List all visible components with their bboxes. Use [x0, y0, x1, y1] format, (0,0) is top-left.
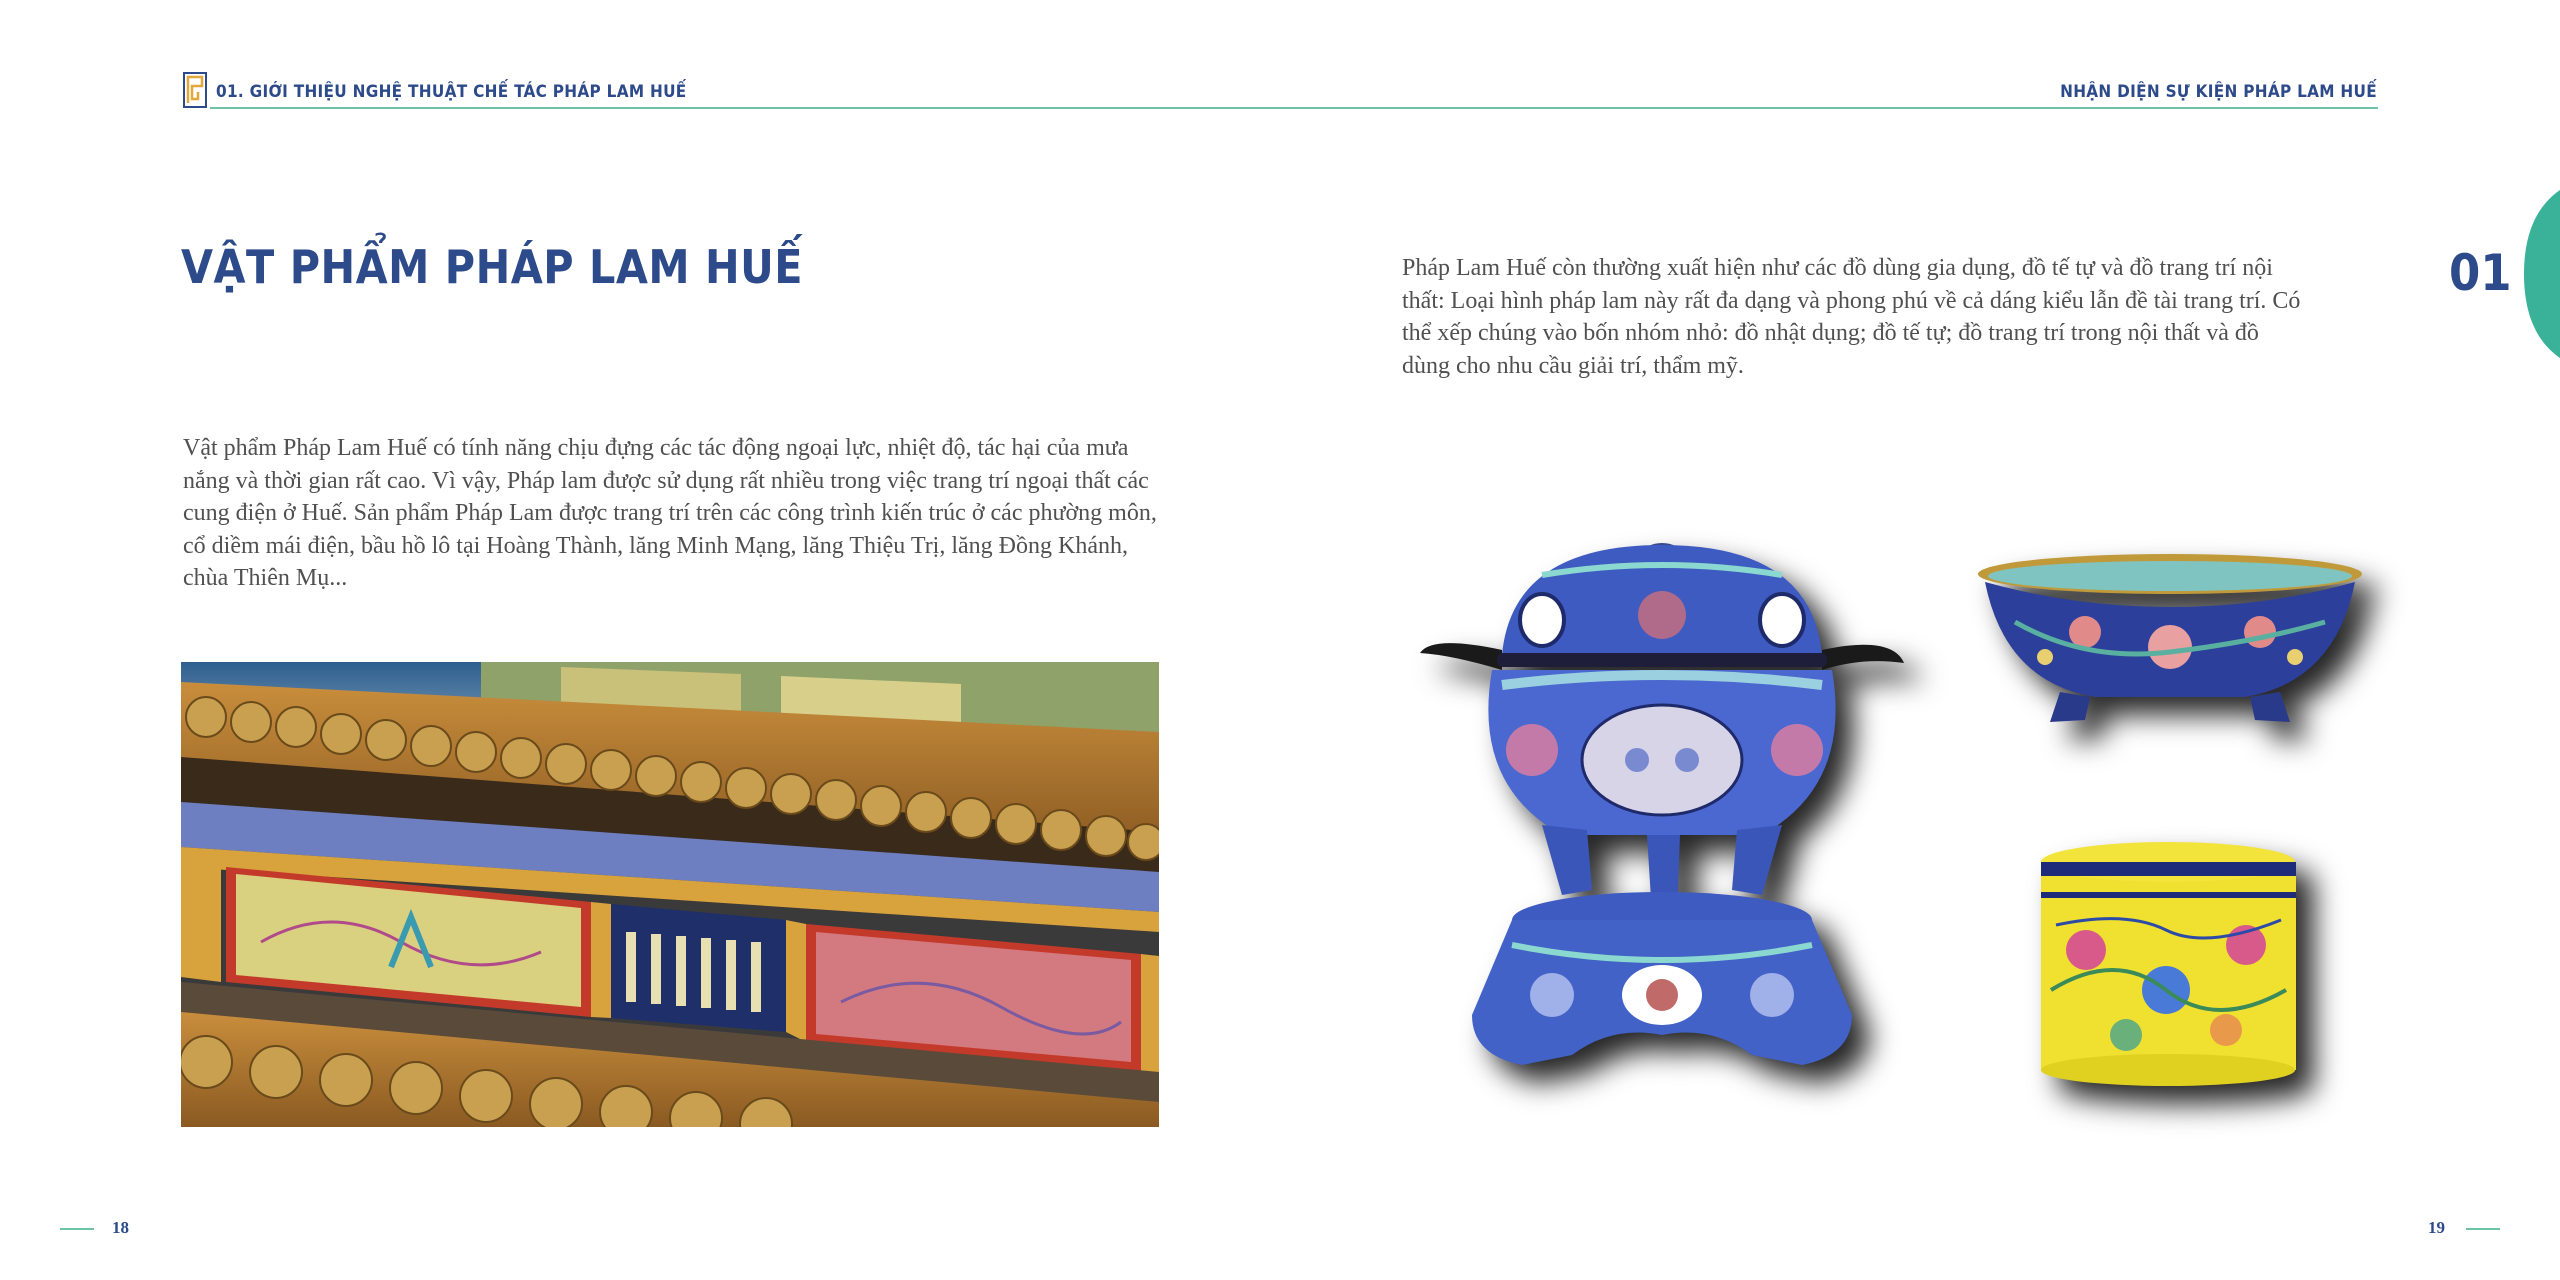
- enamel-lidded-box-photo: [2036, 840, 2301, 1090]
- enamel-bowl-photo: [1975, 552, 2365, 727]
- enamel-incense-burner-photo: [1412, 535, 1912, 1095]
- side-tab-decoration: [2524, 190, 2560, 358]
- header-book-label: NHẬN DIỆN SỰ KIỆN PHÁP LAM HUẾ: [2060, 82, 2377, 102]
- page-number-line-left: [60, 1228, 94, 1230]
- header-section-label: 01. GIỚI THIỆU NGHỆ THUẬT CHẾ TÁC PHÁP LAM HUẾ: [216, 82, 687, 102]
- household-items-paragraph: Pháp Lam Huế còn thường xuất hiện như các đồ dùng gia dụng, đồ tế tự và đồ trang trí nội thất: Loại hình pháp lam này rất đa dạng và phong phú về cả dáng kiểu lẫn đề tài trang trí. Có thể xếp chúng vào bốn nhóm nhỏ: đồ nhật dụng; đồ tế tự; đồ trang trí trong nội thất và đồ dùng cho nhu cầu giải trí, thẩm mỹ.: [1402, 255, 2301, 379]
- page-number-line-right: [2466, 1228, 2500, 1230]
- page-number-right: 19: [2428, 1218, 2445, 1237]
- page-title: VẬT PHẨM PHÁP LAM HUẾ: [181, 240, 803, 294]
- intro-paragraph: Vật phẩm Pháp Lam Huế có tính năng chịu đựng các tác động ngoại lực, nhiệt độ, tác hại của mưa nắng và thời gian rất cao. Vì vậy, Pháp lam được sử dụng rất nhiều trong việc trang trí ngoại thất các cung điện ở Huế. Sản phẩm Pháp Lam được trang trí trên các công trình kiến trúc ở các phường môn, cổ diềm mái điện, bầu hồ lô tại Hoàng Thành, lăng Minh Mạng, lăng Thiệu Trị, lăng Đồng Khánh, chùa Thiên Mụ...: [183, 435, 1157, 591]
- header-divider: [210, 107, 2378, 109]
- palace-roof-photo: [181, 662, 1159, 1127]
- chapter-number: 01: [2449, 244, 2512, 302]
- brand-logo-icon: [183, 72, 207, 108]
- page-number-left: 18: [112, 1218, 129, 1237]
